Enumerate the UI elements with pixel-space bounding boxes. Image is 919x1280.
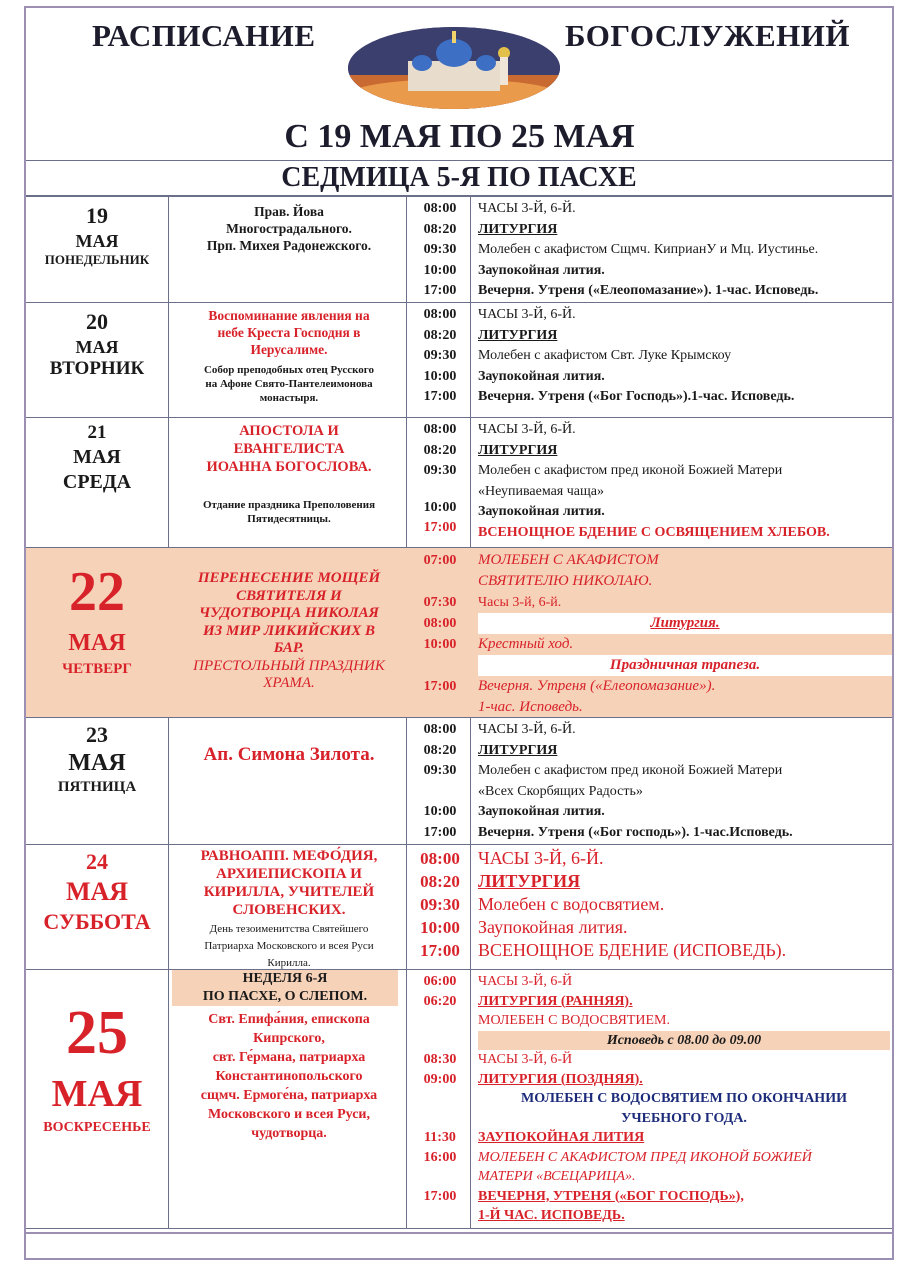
feast-line: СЛОВЕНСКИХ. (232, 902, 346, 918)
service: ВСЕНОЩНОЕ БДЕНИЕ (ИСПОВЕДЬ). (478, 940, 787, 960)
day-number: 19 (86, 203, 108, 228)
times-cell (410, 550, 470, 697)
day-number: 22 (69, 561, 125, 623)
time: 08:20 (420, 872, 460, 891)
feast-line: РАВНОАПП. МЕФО́ДИЯ, (200, 848, 378, 864)
feast-line: ХРАМА. (263, 675, 315, 691)
feast-line: ПО ПАСХЕ, О СЛЕПОМ. (202, 989, 368, 1004)
service: Исповедь с 08.00 до 09.00 (478, 1031, 890, 1051)
time: 10:00 (423, 368, 457, 384)
day-weekday: ЧЕТВЕРГ (62, 661, 132, 677)
time: 09:30 (423, 348, 457, 363)
time: 08:00 (423, 201, 457, 216)
service: ЛИТУРГИЯ (478, 871, 581, 891)
day-number: 25 (66, 999, 128, 1067)
divider (26, 160, 892, 161)
day-cell (26, 309, 168, 380)
time: 17:00 (423, 283, 457, 298)
times-cell (410, 420, 470, 539)
day-number: 21 (87, 422, 107, 443)
feast-line: СВЯТИТЕЛЯ И (236, 587, 342, 604)
feast-line: Иерусалиме. (250, 342, 328, 357)
feast-line: Пятидесятницы. (247, 513, 331, 525)
service: Праздничная трапеза. (478, 655, 892, 676)
time: 08:00 (423, 722, 457, 737)
service: Вечерня. Утреня («Елеопомазание»). (478, 678, 716, 694)
feast-line: Воспоминание явления на (208, 308, 370, 323)
day-weekday: ПОНЕДЕЛЬНИК (44, 252, 150, 267)
feast-line: Кирилла. (267, 957, 311, 969)
time: 08:20 (423, 221, 457, 237)
time: 10:00 (423, 637, 457, 652)
day-weekday: ВОСКРЕСЕНЬЕ (43, 1120, 151, 1135)
time: 09:30 (423, 242, 457, 257)
feast-line: Прав. Йова (254, 204, 324, 219)
time: 17:00 (423, 520, 457, 535)
service: СВЯТИТЕЛЮ НИКОЛАЮ. (478, 573, 653, 589)
time: 17:00 (420, 941, 460, 960)
service: Крестный ход. (478, 636, 574, 652)
time: 10:00 (423, 499, 457, 515)
time: 10:00 (423, 804, 457, 819)
service: Заупокойная лития. (478, 262, 605, 278)
feast-line: Многострадального. (226, 221, 352, 236)
time: 09:30 (423, 763, 457, 778)
feast-line: ЧУДОТВОРЦА НИКОЛАЯ (199, 605, 379, 621)
services-cell (478, 847, 890, 962)
day-number: 20 (86, 309, 108, 334)
service: Часы 3-й, 6-й. (478, 595, 562, 610)
day-month: МАЯ (73, 446, 121, 468)
title-right: БОГОСЛУЖЕНИЙ (565, 18, 850, 53)
services-cell (478, 972, 890, 1226)
day-row-19 (26, 196, 892, 302)
time: 17:00 (423, 1188, 457, 1204)
feast-line: АПОСТОЛА И (239, 423, 339, 439)
day-number: 24 (86, 849, 108, 874)
feast-line: НЕДЕЛЯ 6-Я (242, 971, 328, 986)
service: ВЕЧЕРНЯ, УТРЕНЯ («БОГ ГОСПОДЬ»), (478, 1188, 744, 1204)
church-photo (348, 27, 560, 109)
feast-cell (172, 422, 406, 476)
time: 17:00 (423, 389, 457, 404)
feast-line: АРХИЕПИСКОПА И (216, 866, 362, 882)
feast-line: Константинопольского (215, 1069, 363, 1084)
day-month: МАЯ (75, 231, 119, 251)
day-cell (26, 849, 168, 935)
feast-header (172, 970, 398, 1006)
day-cell (26, 422, 168, 494)
time: 07:00 (423, 553, 457, 568)
times-cell (410, 199, 470, 302)
time: 07:30 (423, 595, 457, 610)
service: ЛИТУРГИЯ (478, 742, 558, 758)
time: 09:00 (423, 1071, 457, 1087)
feast-cell (172, 203, 406, 254)
day-row-21 (26, 417, 892, 547)
service: ЛИТУРГИЯ (478, 327, 558, 343)
service: Заупокойная лития. (478, 504, 605, 519)
times-cell (410, 847, 470, 962)
date-range: С 19 МАЯ ПО 25 МАЯ (284, 118, 635, 155)
time: 06:20 (423, 993, 457, 1009)
services-cell (478, 199, 890, 302)
day-cell (26, 1000, 168, 1136)
feast-line: ПРЕСТОЛЬНЫЙ ПРАЗДНИК (193, 657, 385, 674)
service: Вечерня. Утреня («Бог Господь»).1-час. Исповедь. (478, 389, 795, 404)
service: ЧАСЫ 3-Й, 6-Й. (478, 307, 576, 322)
day-row-24 (26, 844, 892, 969)
feast-line: сщмч. Ермоге́на, патриарха (200, 1088, 378, 1103)
day-month: МАЯ (65, 877, 129, 906)
service: Заупокойная лития. (478, 368, 605, 384)
day-weekday: ПЯТНИЦА (57, 779, 137, 795)
services-cell (478, 305, 890, 408)
service: «Всех Скорбящих Радость» (478, 783, 643, 799)
title-left: РАСПИСАНИЕ (92, 18, 316, 53)
feast-cell (172, 570, 406, 693)
feast-line: Ап. Симона Зилота. (203, 744, 375, 765)
feast-line: Патриарха Московского и всея Руси (204, 940, 374, 952)
service: МАТЕРИ «ВСЕЦАРИЦА». (478, 1169, 636, 1184)
time: 10:00 (423, 262, 457, 278)
time: 17:00 (423, 824, 457, 840)
services-cell (478, 720, 890, 843)
feast-line: КИРИЛЛА, УЧИТЕЛЕЙ (203, 884, 375, 900)
service: Литургия. (478, 613, 892, 634)
service: 1-Й ЧАС. ИСПОВЕДЬ. (478, 1208, 625, 1223)
times-cell (410, 972, 470, 1206)
service: Молебен с акафистом Сщмч. КиприанУ и Мц. Иустинье. (478, 242, 819, 257)
service: МОЛЕБЕН С АКАФИСТОМ (478, 552, 659, 568)
day-month: МАЯ (68, 750, 126, 776)
time: 08:00 (423, 422, 457, 437)
feast-line: свт. Ге́рмана, патриарха (212, 1050, 366, 1065)
day-number: 23 (86, 722, 108, 747)
day-row-22 (26, 547, 892, 717)
time: 08:00 (423, 307, 457, 322)
day-weekday: СУББОТА (43, 909, 151, 934)
feast-line: ПЕРЕНЕСЕНИЕ МОЩЕЙ (197, 570, 381, 586)
time: 08:20 (423, 442, 457, 458)
feast-line: Отдание праздника Преполовения (202, 499, 376, 511)
services-cell (478, 420, 890, 543)
service: ЧАСЫ 3-Й, 6-Й. (478, 422, 576, 437)
feast-note (172, 921, 406, 972)
service: «Неупиваемая чаща» (478, 483, 604, 499)
day-weekday: ВТОРНИК (49, 358, 145, 379)
service: Вечерня. Утреня («Бог господь»). 1-час.Исповедь. (478, 824, 793, 840)
day-row-23 (26, 717, 892, 844)
service: МОЛЕБЕН С ВОДОСВЯТИЕМ. (478, 1013, 671, 1028)
service: Заупокойная лития. (478, 917, 628, 937)
feast-line: ЕВАНГЕЛИСТА (233, 441, 345, 457)
day-month: МАЯ (51, 1073, 143, 1115)
time: 08:20 (423, 327, 457, 343)
feast-line: монастыря. (259, 392, 319, 404)
feast-line: Московского и всея Руси, (208, 1107, 370, 1122)
feast-line: БАР. (273, 640, 305, 656)
service: УЧЕБНОГО ГОДА. (621, 1110, 747, 1126)
service: ЧАСЫ 3-Й, 6-Й. (478, 848, 604, 868)
service: ВСЕНОЩНОЕ БДЕНИЕ С ОСВЯЩЕНИЕМ ХЛЕБОВ. (478, 524, 830, 540)
day-row-20 (26, 302, 892, 417)
day-month: МАЯ (75, 337, 119, 357)
feast-note (172, 498, 406, 526)
feast-line: ИЗ МИР ЛИКИЙСКИХ В (202, 622, 376, 639)
service: ЛИТУРГИЯ (ПОЗДНЯЯ). (478, 1071, 643, 1087)
day-cell (26, 562, 168, 678)
time: 08:00 (423, 616, 457, 631)
time: 08:00 (420, 849, 460, 868)
service: ЗАУПОКОЙНАЯ ЛИТИЯ (478, 1130, 645, 1145)
service: ЧАСЫ 3-Й, 6-Й. (478, 201, 576, 216)
service: ЛИТУРГИЯ (478, 221, 558, 237)
service: МОЛЕБЕН С АКАФИСТОМ ПРЕД ИКОНОЙ БОЖИЕЙ (478, 1149, 812, 1165)
time: 08:30 (423, 1052, 457, 1067)
service: Молебен с акафистом Свт. Луке Крымскоу (478, 348, 732, 363)
times-cell (410, 720, 470, 843)
frame-bottom-line (24, 1232, 894, 1234)
service: Молебен с акафистом пред иконой Божией Матери (478, 763, 783, 778)
time: 11:30 (424, 1130, 456, 1145)
time: 17:00 (423, 679, 457, 694)
time: 09:30 (420, 895, 460, 914)
service: МОЛЕБЕН С ВОДОСВЯТИЕМ ПО ОКОНЧАНИИ (521, 1091, 847, 1106)
feast-cell (172, 847, 406, 919)
feast-line: ИОАННА БОГОСЛОВА. (206, 459, 372, 475)
feast-note (172, 363, 406, 405)
feast-line: Кипрского, (253, 1031, 325, 1046)
feast-cell (172, 307, 406, 358)
service: 1-час. Исповедь. (478, 699, 583, 715)
day-cell (26, 722, 168, 796)
service: ЧАСЫ 3-Й, 6-Й. (478, 722, 576, 737)
feast-line: Собор преподобных отец Русского (203, 364, 375, 376)
feast-cell (172, 1010, 406, 1143)
day-cell (26, 203, 168, 268)
service: ЛИТУРГИЯ (РАННЯЯ). (478, 993, 633, 1009)
time: 06:00 (423, 974, 457, 989)
service: ЛИТУРГИЯ (478, 442, 558, 458)
feast-line: Свт. Епифа́ния, епископа (208, 1012, 370, 1027)
week-title: СЕДМИЦА 5-Я ПО ПАСХЕ (281, 162, 637, 193)
feast-line: День тезоименитства Святейшего (209, 923, 369, 935)
time: 08:20 (423, 742, 457, 758)
feast-line: небе Креста Господня в (217, 325, 361, 340)
service: Молебен с акафистом пред иконой Божией Матери (478, 463, 783, 478)
time: 16:00 (423, 1149, 457, 1165)
day-row-25 (26, 969, 892, 1229)
feast-line: Прп. Михея Радонежского. (206, 238, 372, 253)
time: 09:30 (423, 463, 457, 478)
service: Вечерня. Утреня («Елеопомазание»). 1-час. Исповедь. (478, 283, 819, 298)
service: Молебен с водосвятием. (478, 894, 665, 914)
feast-line: чудотворца. (251, 1126, 327, 1141)
service: ЧАСЫ 3-Й, 6-Й (478, 974, 573, 989)
service: ЧАСЫ 3-Й, 6-Й (478, 1052, 573, 1067)
services-cell (478, 550, 892, 718)
day-month: МАЯ (68, 630, 126, 656)
day-weekday: СРЕДА (62, 471, 132, 493)
service: Заупокойная лития. (478, 804, 605, 819)
feast-cell (172, 744, 406, 766)
feast-line: на Афоне Свято-Пантелеимонова (205, 378, 373, 390)
time: 10:00 (420, 918, 460, 937)
times-cell (410, 305, 470, 408)
